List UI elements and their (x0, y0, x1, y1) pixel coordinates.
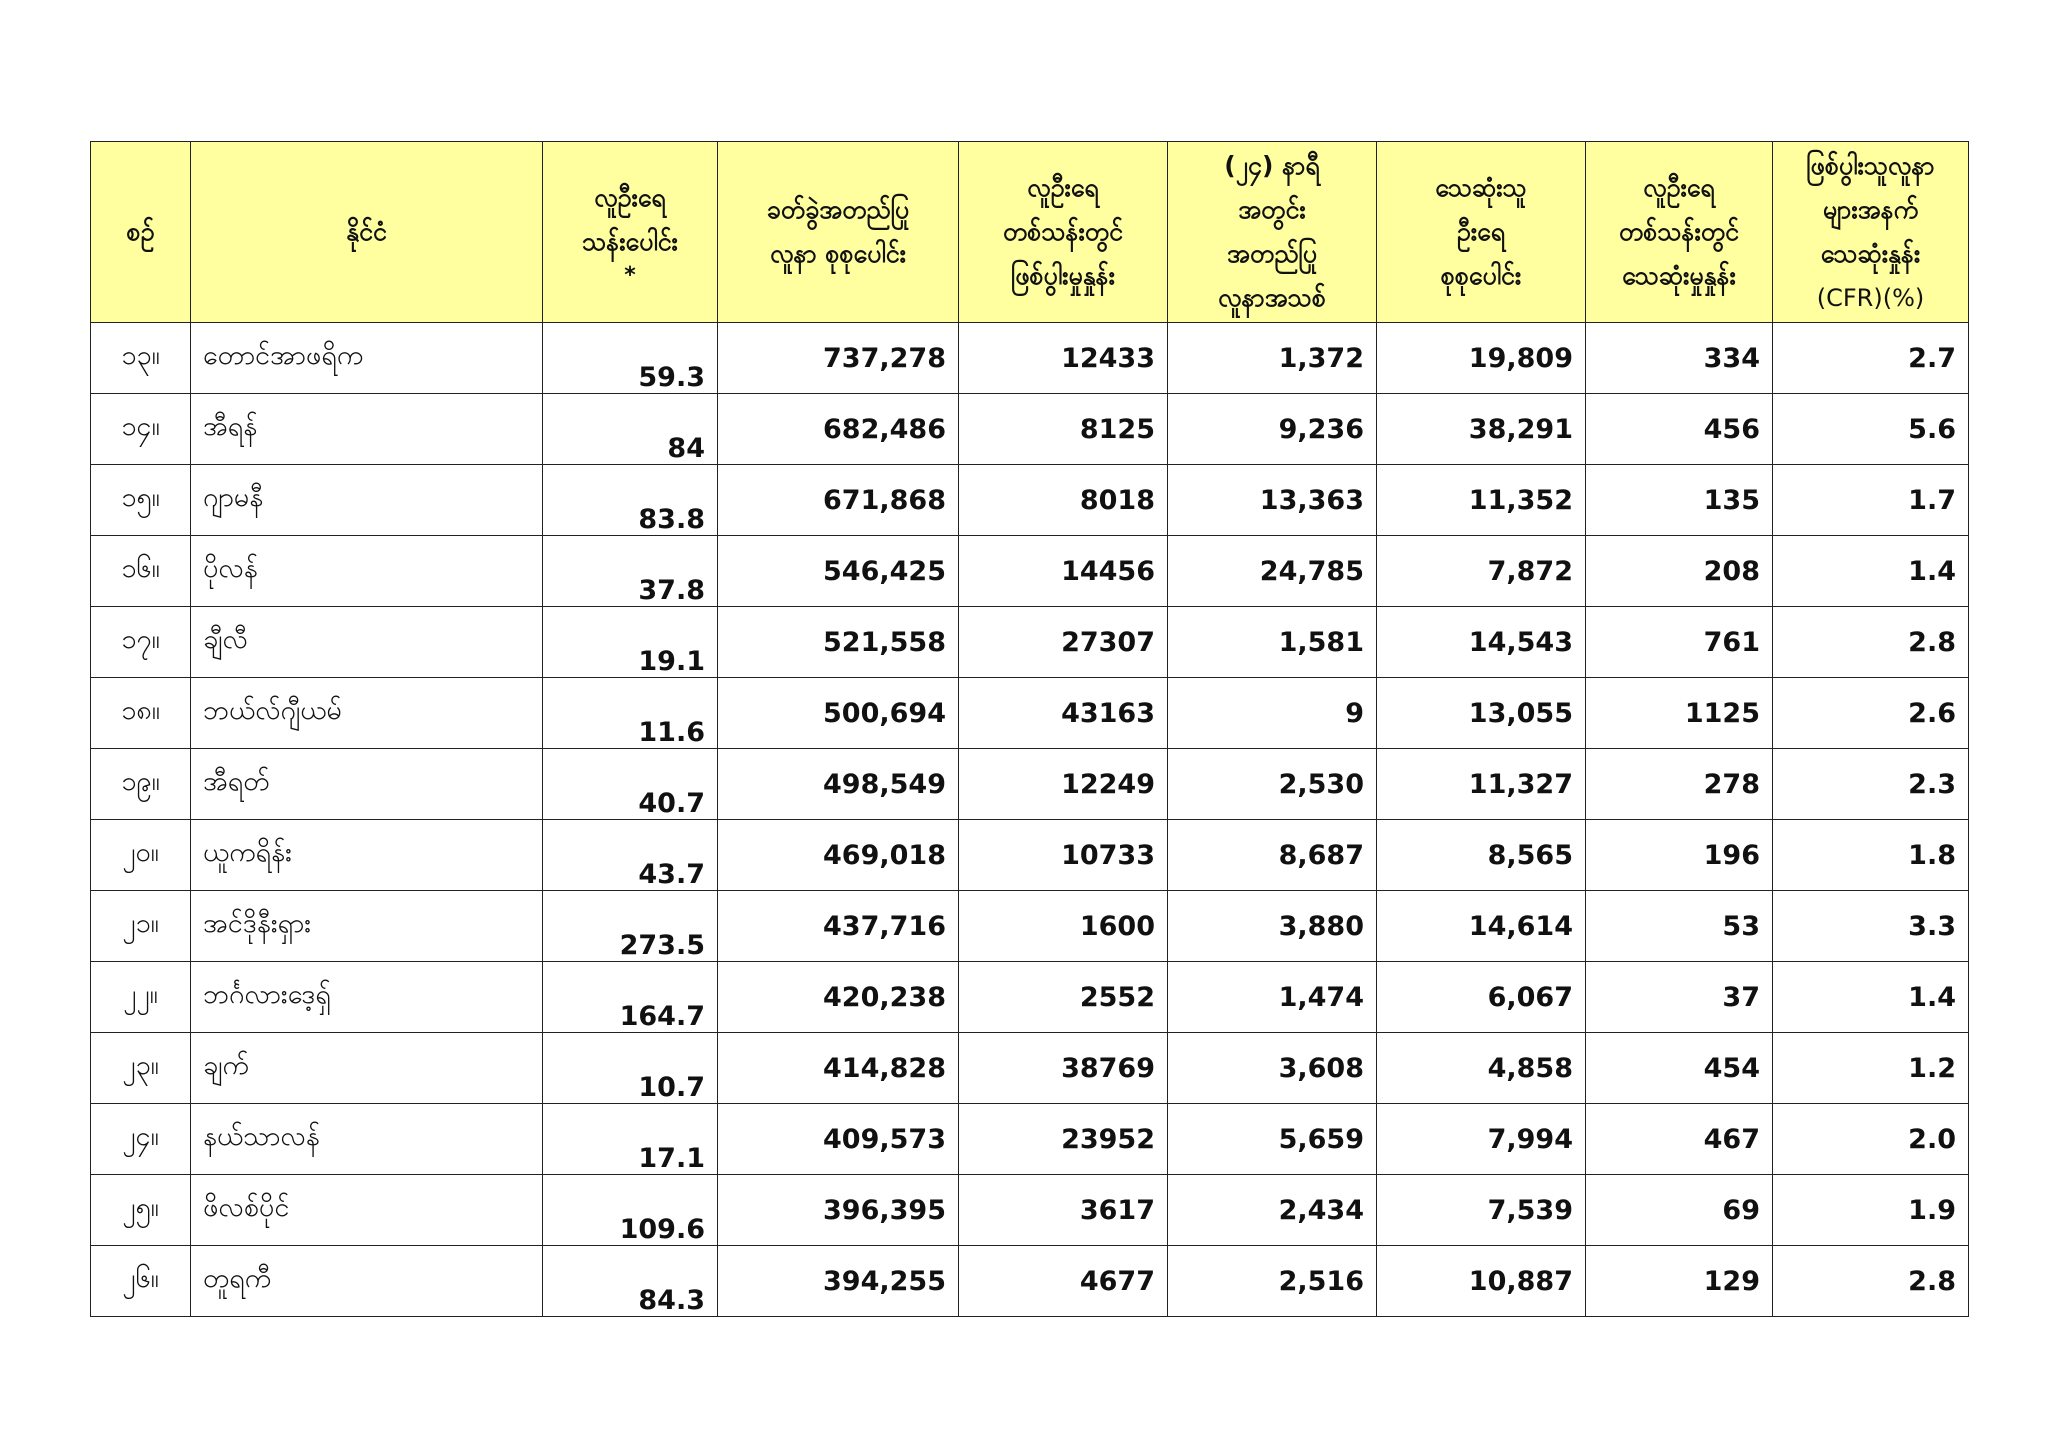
header-total-cases-line: ခတ်ခွဲအတည်ပြု (766, 195, 910, 224)
country-name-cell: ဂျာမနီ (191, 465, 543, 536)
row-number-cell: ၂၆။ (91, 1246, 191, 1317)
cases-per-million-cell: 1600 (959, 891, 1168, 962)
header-no-label: စဉ် (126, 217, 155, 246)
cases-per-million-cell: 2552 (959, 962, 1168, 1033)
header-deaths-per-million-line: လူဦးရေ (1643, 173, 1715, 202)
new-cases-24h-cell: 2,516 (1168, 1246, 1377, 1317)
total-cases-cell: 682,486 (718, 394, 959, 465)
country-statistics-table (90, 141, 1969, 1317)
population-millions-cell: 17.1 (543, 1104, 718, 1175)
deaths-per-million-cell: 467 (1586, 1104, 1773, 1175)
country-name-cell: ချီလီ (191, 607, 543, 678)
population-millions-cell: 10.7 (543, 1033, 718, 1104)
new-cases-24h-cell: 3,880 (1168, 891, 1377, 962)
table-row (91, 1104, 1969, 1175)
row-number-cell: ၂၅။ (91, 1175, 191, 1246)
country-name-cell: ဘယ်လ်ဂျီယမ် (191, 678, 543, 749)
population-millions-cell: 59.3 (543, 323, 718, 394)
case-fatality-rate-cell: 2.3 (1773, 749, 1969, 820)
cases-per-million-cell: 12433 (959, 323, 1168, 394)
header-new-cases-24h (1168, 142, 1377, 323)
deaths-per-million-cell: 196 (1586, 820, 1773, 891)
cases-per-million-cell: 10733 (959, 820, 1168, 891)
cases-per-million-cell: 43163 (959, 678, 1168, 749)
population-millions-cell: 84 (543, 394, 718, 465)
population-millions-cell: 83.8 (543, 465, 718, 536)
population-millions-cell: 37.8 (543, 536, 718, 607)
header-population (543, 142, 718, 323)
total-cases-cell: 437,716 (718, 891, 959, 962)
total-deaths-cell: 10,887 (1377, 1246, 1586, 1317)
header-total-cases-line: လူနာ စုစုပေါင်း (770, 239, 906, 268)
row-number-cell: ၁၇။ (91, 607, 191, 678)
case-fatality-rate-cell: 1.8 (1773, 820, 1969, 891)
header-cases-per-million-line: တစ်သန်းတွင် (1002, 217, 1124, 246)
population-millions-cell: 40.7 (543, 749, 718, 820)
case-fatality-rate-cell: 3.3 (1773, 891, 1969, 962)
table-row (91, 1033, 1969, 1104)
header-cfr-line: ဖြစ်ပွါးသူလူနာ (1806, 151, 1935, 180)
country-name-cell: အင်ဒိုနီးရှား (191, 891, 543, 962)
header-row (91, 142, 1969, 323)
table-row (91, 536, 1969, 607)
cases-per-million-cell: 27307 (959, 607, 1168, 678)
header-new-cases-line: (၂၄) နာရီ (1224, 151, 1320, 180)
table-body (91, 323, 1969, 1317)
row-number-cell: ၁၅။ (91, 465, 191, 536)
total-cases-cell: 521,558 (718, 607, 959, 678)
deaths-per-million-cell: 278 (1586, 749, 1773, 820)
country-name-cell: ပိုလန် (191, 536, 543, 607)
header-population-note: * (624, 263, 636, 288)
cases-per-million-cell: 8125 (959, 394, 1168, 465)
header-new-cases-line: အတွင်း (1238, 195, 1306, 224)
deaths-per-million-cell: 129 (1586, 1246, 1773, 1317)
header-cases-per-million-line: လူဦးရေ (1027, 173, 1099, 202)
deaths-per-million-cell: 456 (1586, 394, 1773, 465)
table-row (91, 1175, 1969, 1246)
row-number-cell: ၂၄။ (91, 1104, 191, 1175)
country-name-cell: အီရတ် (191, 749, 543, 820)
country-name-cell: တူရကီ (191, 1246, 543, 1317)
total-deaths-cell: 11,327 (1377, 749, 1586, 820)
deaths-per-million-cell: 69 (1586, 1175, 1773, 1246)
new-cases-24h-cell: 2,530 (1168, 749, 1377, 820)
header-cases-per-million-line: ဖြစ်ပွါးမှုနှုန်း (1011, 261, 1115, 290)
deaths-per-million-cell: 135 (1586, 465, 1773, 536)
total-cases-cell: 737,278 (718, 323, 959, 394)
population-millions-cell: 84.3 (543, 1246, 718, 1317)
case-fatality-rate-cell: 1.9 (1773, 1175, 1969, 1246)
total-deaths-cell: 13,055 (1377, 678, 1586, 749)
header-no (91, 142, 191, 323)
population-millions-cell: 43.7 (543, 820, 718, 891)
total-deaths-cell: 8,565 (1377, 820, 1586, 891)
total-cases-cell: 498,549 (718, 749, 959, 820)
row-number-cell: ၁၃။ (91, 323, 191, 394)
total-deaths-cell: 7,994 (1377, 1104, 1586, 1175)
case-fatality-rate-cell: 1.2 (1773, 1033, 1969, 1104)
case-fatality-rate-cell: 2.6 (1773, 678, 1969, 749)
header-deaths-per-million-line: တစ်သန်းတွင် (1618, 217, 1740, 246)
total-deaths-cell: 7,539 (1377, 1175, 1586, 1246)
case-fatality-rate-cell: 2.7 (1773, 323, 1969, 394)
header-cfr-line: များအနက် (1822, 195, 1919, 224)
deaths-per-million-cell: 37 (1586, 962, 1773, 1033)
new-cases-24h-cell: 24,785 (1168, 536, 1377, 607)
header-country-label: နိုင်ငံ (346, 217, 387, 246)
case-fatality-rate-cell: 2.0 (1773, 1104, 1969, 1175)
header-country (191, 142, 543, 323)
table-row (91, 891, 1969, 962)
country-name-cell: အီရန် (191, 394, 543, 465)
total-cases-cell: 420,238 (718, 962, 959, 1033)
table-row (91, 465, 1969, 536)
new-cases-24h-cell: 1,581 (1168, 607, 1377, 678)
case-fatality-rate-cell: 2.8 (1773, 607, 1969, 678)
table-row (91, 607, 1969, 678)
row-number-cell: ၂၁။ (91, 891, 191, 962)
country-name-cell: ချက် (191, 1033, 543, 1104)
cases-per-million-cell: 4677 (959, 1246, 1168, 1317)
header-total-cases (718, 142, 959, 323)
total-cases-cell: 396,395 (718, 1175, 959, 1246)
total-deaths-cell: 7,872 (1377, 536, 1586, 607)
header-cfr-suffix: (CFR)(%) (1816, 284, 1925, 312)
deaths-per-million-cell: 761 (1586, 607, 1773, 678)
header-total-deaths-line: စုစုပေါင်း (1440, 261, 1522, 290)
header-cases-per-million (959, 142, 1168, 323)
population-millions-cell: 19.1 (543, 607, 718, 678)
deaths-per-million-cell: 454 (1586, 1033, 1773, 1104)
header-total-deaths-line: ဦးရေ (1456, 217, 1506, 246)
cases-per-million-cell: 14456 (959, 536, 1168, 607)
case-fatality-rate-cell: 2.8 (1773, 1246, 1969, 1317)
deaths-per-million-cell: 1125 (1586, 678, 1773, 749)
total-cases-cell: 394,255 (718, 1246, 959, 1317)
population-millions-cell: 164.7 (543, 962, 718, 1033)
row-number-cell: ၁၄။ (91, 394, 191, 465)
row-number-cell: ၂၀။ (91, 820, 191, 891)
header-population-line: လူဦးရေ (594, 183, 666, 212)
cases-per-million-cell: 3617 (959, 1175, 1168, 1246)
country-name-cell: ယူကရိန်း (191, 820, 543, 891)
total-deaths-cell: 6,067 (1377, 962, 1586, 1033)
new-cases-24h-cell: 13,363 (1168, 465, 1377, 536)
row-number-cell: ၁၈။ (91, 678, 191, 749)
total-deaths-cell: 4,858 (1377, 1033, 1586, 1104)
total-cases-cell: 409,573 (718, 1104, 959, 1175)
header-deaths-per-million-line: သေဆုံးမှုနှုန်း (1622, 261, 1736, 290)
total-cases-cell: 500,694 (718, 678, 959, 749)
new-cases-24h-cell: 9,236 (1168, 394, 1377, 465)
total-deaths-cell: 14,543 (1377, 607, 1586, 678)
total-cases-cell: 414,828 (718, 1033, 959, 1104)
row-number-cell: ၂၂။ (91, 962, 191, 1033)
country-name-cell: နယ်သာလန် (191, 1104, 543, 1175)
deaths-per-million-cell: 53 (1586, 891, 1773, 962)
header-cfr-line: သေဆုံးနှုန်း (1820, 239, 1921, 268)
total-cases-cell: 671,868 (718, 465, 959, 536)
case-fatality-rate-cell: 1.4 (1773, 536, 1969, 607)
table-row (91, 749, 1969, 820)
country-name-cell: ဘင်္ဂလားဒေ့ရှ် (191, 962, 543, 1033)
deaths-per-million-cell: 334 (1586, 323, 1773, 394)
header-new-cases-line: လူနာအသစ် (1218, 283, 1326, 312)
table-row (91, 1246, 1969, 1317)
new-cases-24h-cell: 2,434 (1168, 1175, 1377, 1246)
table-row (91, 820, 1969, 891)
country-name-cell: တောင်အာဖရိက (191, 323, 543, 394)
table-row (91, 394, 1969, 465)
header-cfr (1773, 142, 1969, 323)
case-fatality-rate-cell: 1.7 (1773, 465, 1969, 536)
cases-per-million-cell: 23952 (959, 1104, 1168, 1175)
new-cases-24h-cell: 3,608 (1168, 1033, 1377, 1104)
case-fatality-rate-cell: 5.6 (1773, 394, 1969, 465)
new-cases-24h-cell: 5,659 (1168, 1104, 1377, 1175)
row-number-cell: ၂၃။ (91, 1033, 191, 1104)
total-deaths-cell: 11,352 (1377, 465, 1586, 536)
population-millions-cell: 273.5 (543, 891, 718, 962)
table-row (91, 678, 1969, 749)
header-deaths-per-million (1586, 142, 1773, 323)
population-millions-cell: 109.6 (543, 1175, 718, 1246)
header-total-deaths-line: သေဆုံးသူ (1435, 173, 1527, 202)
new-cases-24h-cell: 8,687 (1168, 820, 1377, 891)
table-row (91, 323, 1969, 394)
population-millions-cell: 11.6 (543, 678, 718, 749)
new-cases-24h-cell: 1,474 (1168, 962, 1377, 1033)
deaths-per-million-cell: 208 (1586, 536, 1773, 607)
cases-per-million-cell: 38769 (959, 1033, 1168, 1104)
total-cases-cell: 546,425 (718, 536, 959, 607)
new-cases-24h-cell: 1,372 (1168, 323, 1377, 394)
case-fatality-rate-cell: 1.4 (1773, 962, 1969, 1033)
table-row (91, 962, 1969, 1033)
total-deaths-cell: 38,291 (1377, 394, 1586, 465)
total-cases-cell: 469,018 (718, 820, 959, 891)
header-total-deaths (1377, 142, 1586, 323)
total-deaths-cell: 14,614 (1377, 891, 1586, 962)
row-number-cell: ၁၆။ (91, 536, 191, 607)
row-number-cell: ၁၉။ (91, 749, 191, 820)
cases-per-million-cell: 8018 (959, 465, 1168, 536)
cases-per-million-cell: 12249 (959, 749, 1168, 820)
country-name-cell: ဖိလစ်ပိုင် (191, 1175, 543, 1246)
header-population-line: သန်းပေါင်း (582, 227, 678, 256)
new-cases-24h-cell: 9 (1168, 678, 1377, 749)
total-deaths-cell: 19,809 (1377, 323, 1586, 394)
header-new-cases-line: အတည်ပြု (1227, 239, 1317, 268)
